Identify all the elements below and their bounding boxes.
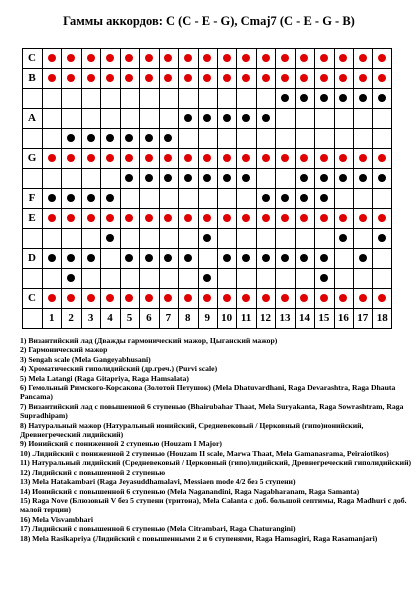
- grid-column-line: [159, 48, 160, 328]
- scale-tone-dot: [145, 134, 153, 142]
- grid-row-line: [22, 248, 392, 249]
- chord-tone-dot: [67, 214, 75, 222]
- chord-tone-dot: [203, 74, 211, 82]
- scale-tone-dot: [203, 174, 211, 182]
- scale-tone-dot: [320, 194, 328, 202]
- scale-tone-dot: [87, 134, 95, 142]
- grid-row-line: [22, 48, 392, 49]
- chord-tone-dot: [48, 214, 56, 222]
- column-number: 3: [87, 312, 94, 324]
- column-number: 13: [279, 312, 291, 324]
- chord-tone-dot: [203, 154, 211, 162]
- scale-tone-dot: [339, 94, 347, 102]
- scale-tone-dot: [242, 254, 250, 262]
- scale-tone-dot: [300, 174, 308, 182]
- chord-tone-dot: [125, 154, 133, 162]
- column-number: 4: [107, 312, 113, 324]
- chord-tone-dot: [242, 214, 250, 222]
- scale-tone-dot: [223, 254, 231, 262]
- chord-tone-dot: [378, 54, 386, 62]
- note-label: G: [27, 152, 37, 164]
- scale-tone-dot: [87, 194, 95, 202]
- chord-tone-dot: [339, 74, 347, 82]
- chord-tone-dot: [67, 74, 75, 82]
- chord-tone-dot: [164, 74, 172, 82]
- grid-column-line: [334, 48, 335, 328]
- grid-column-line: [391, 48, 392, 328]
- chord-tone-dot: [145, 294, 153, 302]
- chord-tone-dot: [203, 54, 211, 62]
- chord-tone-dot: [223, 54, 231, 62]
- note-label: B: [28, 72, 36, 84]
- grid-row-line: [22, 148, 392, 149]
- note-label: F: [28, 192, 36, 204]
- scale-tone-dot: [320, 274, 328, 282]
- chord-tone-dot: [359, 54, 367, 62]
- grid-column-line: [236, 48, 237, 328]
- chord-tone-dot: [378, 154, 386, 162]
- chord-tone-dot: [125, 294, 133, 302]
- chord-tone-dot: [145, 214, 153, 222]
- scale-tone-dot: [67, 274, 75, 282]
- chord-tone-dot: [300, 74, 308, 82]
- legend-item: 3) Sengah scale (Mela Gangeyabhusani): [20, 354, 151, 364]
- scale-tone-dot: [300, 194, 308, 202]
- scale-tone-dot: [339, 234, 347, 242]
- column-number: 10: [221, 312, 233, 324]
- column-number: 12: [260, 312, 272, 324]
- scale-tone-dot: [359, 254, 367, 262]
- column-number: 6: [146, 312, 152, 324]
- chord-tone-dot: [262, 54, 270, 62]
- chord-tone-dot: [184, 54, 192, 62]
- column-number: 11: [240, 312, 252, 324]
- scale-tone-dot: [378, 174, 386, 182]
- scale-tone-dot: [145, 254, 153, 262]
- chord-tone-dot: [378, 294, 386, 302]
- chord-tone-dot: [262, 294, 270, 302]
- scale-tone-dot: [125, 134, 133, 142]
- chord-tone-dot: [125, 214, 133, 222]
- column-number: 18: [376, 312, 388, 324]
- chord-tone-dot: [320, 54, 328, 62]
- scale-tone-dot: [164, 254, 172, 262]
- legend-item: 4) Хроматический гиполидийский (др.греч.) (Purvi scale): [20, 364, 218, 374]
- chord-tone-dot: [320, 74, 328, 82]
- chord-tone-dot: [184, 154, 192, 162]
- chord-tone-dot: [320, 294, 328, 302]
- legend-item: 18) Mela Rasikapriya (Лидийский с повышенными 2 и 6 ступенями, Raga Hamsagiri, Raga Rasamanjari): [20, 533, 378, 543]
- chord-tone-dot: [223, 294, 231, 302]
- scale-tone-dot: [164, 134, 172, 142]
- note-label: D: [28, 252, 36, 264]
- legend-item: 10) .Лидийский с пониженной 2 ступенью (Houzam II scale, Marwa Thaat, Mela Gamanasrama, Peiraiotikos): [20, 448, 389, 458]
- page-title: Гаммы аккордов: C (C - E - G), Cmaj7 (C - E - G - B): [63, 14, 355, 28]
- scale-tone-dot: [378, 234, 386, 242]
- scale-tone-dot: [184, 254, 192, 262]
- scale-tone-dot: [281, 254, 289, 262]
- grid-column-line: [198, 48, 199, 328]
- chord-tone-dot: [67, 294, 75, 302]
- grid-row-line: [22, 108, 392, 109]
- scale-tone-dot: [67, 254, 75, 262]
- chord-tone-dot: [281, 294, 289, 302]
- grid-row-line: [22, 268, 392, 269]
- chord-tone-dot: [223, 214, 231, 222]
- column-number: 5: [126, 312, 133, 324]
- chord-tone-dot: [106, 54, 114, 62]
- grid-column-line: [314, 48, 315, 328]
- grid-column-line: [100, 48, 101, 328]
- scale-tone-dot: [203, 274, 211, 282]
- grid-column-line: [256, 48, 257, 328]
- grid-row-line: [22, 128, 392, 129]
- scale-tone-dot: [48, 194, 56, 202]
- scale-tone-dot: [184, 174, 192, 182]
- scale-tone-dot: [67, 194, 75, 202]
- chord-tone-dot: [339, 54, 347, 62]
- scale-tone-dot: [262, 114, 270, 122]
- legend-item: 14) Ионийский с повышенной 6 ступенью (Mela Naganandini, Raga Nagabharanam, Raga Samanta): [20, 486, 360, 496]
- scale-tone-dot: [300, 254, 308, 262]
- scale-tone-dot: [378, 94, 386, 102]
- grid-row-line: [22, 88, 392, 89]
- column-number: 15: [318, 312, 330, 324]
- chord-tone-dot: [164, 214, 172, 222]
- scale-tone-dot: [164, 174, 172, 182]
- chord-tone-dot: [87, 54, 95, 62]
- grid-column-line: [139, 48, 140, 328]
- column-number: 17: [357, 312, 369, 324]
- grid-row-line: [22, 168, 392, 169]
- chord-tone-dot: [203, 214, 211, 222]
- chord-tone-dot: [87, 294, 95, 302]
- chord-tone-dot: [378, 74, 386, 82]
- chord-tone-dot: [281, 214, 289, 222]
- chord-tone-dot: [242, 154, 250, 162]
- grid-row-line: [22, 228, 392, 229]
- chord-tone-dot: [145, 154, 153, 162]
- chord-tone-dot: [164, 54, 172, 62]
- grid-column-line: [61, 48, 62, 328]
- scale-tone-dot: [106, 194, 114, 202]
- chord-tone-dot: [281, 74, 289, 82]
- grid-column-line: [217, 48, 218, 328]
- legend-item: 13) Mela Hatakambari (Raga Jeyasuddhamalavi, Messiaen mode 4/2 без 5 ступени): [20, 477, 296, 487]
- chord-tone-dot: [203, 294, 211, 302]
- scale-tone-dot: [223, 114, 231, 122]
- legend-item: 15) Raga Nove (Блюзовый V без 5 ступени (тритона), Mela Calanta с доб. большой септимы, Raga Madhuri с доб. малой терции): [20, 495, 407, 515]
- legend-item: 16) Mela Visvambhari: [20, 514, 94, 524]
- chord-tone-dot: [281, 154, 289, 162]
- chord-tone-dot: [242, 54, 250, 62]
- chord-tone-dot: [48, 54, 56, 62]
- chord-tone-dot: [339, 214, 347, 222]
- legend-item: 11) Натуральный лидийский (Средневековый / Церковный (гипо)лидийский, Древнегреческий гиполидийский): [20, 458, 412, 468]
- scale-tone-dot: [145, 174, 153, 182]
- chord-tone-dot: [48, 154, 56, 162]
- column-number: 14: [298, 312, 310, 324]
- chord-tone-dot: [359, 154, 367, 162]
- chord-tone-dot: [125, 74, 133, 82]
- chord-tone-dot: [164, 154, 172, 162]
- legend-item: 8) Натуральный мажор (Натуральный ионийский, Средневековый / Церковный (гипо)ионийский, Древнегреческий лидийский): [20, 420, 364, 440]
- scale-tone-dot: [106, 134, 114, 142]
- chord-tone-dot: [242, 294, 250, 302]
- grid-row-line: [22, 208, 392, 209]
- scale-tone-dot: [300, 94, 308, 102]
- grid-row-line: [22, 68, 392, 69]
- scale-tone-dot: [48, 254, 56, 262]
- chord-tone-dot: [145, 54, 153, 62]
- chord-tone-dot: [281, 54, 289, 62]
- chord-tone-dot: [184, 74, 192, 82]
- column-number: 1: [48, 312, 55, 324]
- chord-tone-dot: [145, 74, 153, 82]
- legend-item: 12) Лидийский с повышенной 2 ступенью: [20, 467, 166, 477]
- scale-tone-dot: [281, 94, 289, 102]
- column-number: 2: [68, 312, 74, 324]
- grid-row-line: [22, 328, 392, 329]
- scale-tone-dot: [320, 94, 328, 102]
- chord-tone-dot: [300, 294, 308, 302]
- grid-row-line: [22, 288, 392, 289]
- chord-tone-dot: [262, 74, 270, 82]
- scale-tone-dot: [262, 194, 270, 202]
- chord-tone-dot: [106, 214, 114, 222]
- scale-tone-dot: [359, 174, 367, 182]
- column-number: 16: [337, 312, 349, 324]
- scale-legend: [20, 336, 412, 543]
- scale-grid: [22, 48, 392, 328]
- chord-tone-dot: [339, 294, 347, 302]
- note-label: C: [28, 52, 36, 64]
- scale-tone-dot: [242, 114, 250, 122]
- legend-item: 7) Византийский лад с повышенной 6 ступенью (Bhairubahar Thaat, Mela Suryakanta, Raga Sowrashtram, Raga Supradhipam): [20, 401, 404, 421]
- chord-tone-dot: [87, 214, 95, 222]
- chord-tone-dot: [242, 74, 250, 82]
- chord-tone-dot: [67, 54, 75, 62]
- chord-tone-dot: [359, 74, 367, 82]
- chord-tone-dot: [48, 294, 56, 302]
- chord-tone-dot: [164, 294, 172, 302]
- scale-tone-dot: [125, 174, 133, 182]
- grid-column-line: [81, 48, 82, 328]
- column-number: 8: [185, 312, 191, 324]
- legend-item: 6) Гемольный Римского-Корсакова (Золотой Петушок) (Mela Dhatuvardhani, Raga Devarashtra, Raga Dhauta Pancama): [20, 383, 396, 402]
- chord-tone-dot: [223, 154, 231, 162]
- scale-tone-dot: [203, 234, 211, 242]
- scale-tone-dot: [184, 114, 192, 122]
- chord-tone-dot: [106, 154, 114, 162]
- column-number: 7: [165, 312, 172, 324]
- scale-tone-dot: [281, 194, 289, 202]
- legend-item: 9) Ионийский с пониженной 2 ступенью (Houzam I Major): [20, 439, 222, 449]
- scale-tone-dot: [359, 94, 367, 102]
- grid-column-line: [372, 48, 373, 328]
- chord-tone-dot: [320, 214, 328, 222]
- column-number: 9: [204, 312, 210, 324]
- chord-tone-dot: [106, 294, 114, 302]
- chord-tone-dot: [184, 294, 192, 302]
- scale-tone-dot: [67, 134, 75, 142]
- scale-tone-dot: [106, 234, 114, 242]
- scale-tone-dot: [87, 254, 95, 262]
- grid-column-line: [120, 48, 121, 328]
- chord-tone-dot: [300, 154, 308, 162]
- grid-column-line: [22, 48, 23, 328]
- note-label: C: [28, 292, 36, 304]
- scale-tone-dot: [320, 174, 328, 182]
- grid-column-line: [275, 48, 276, 328]
- grid-column-line: [42, 48, 43, 328]
- scale-tone-dot: [242, 174, 250, 182]
- chord-tone-dot: [320, 154, 328, 162]
- chord-tone-dot: [378, 214, 386, 222]
- scale-tone-dot: [125, 254, 133, 262]
- legend-item: 1) Византийский лад (Дважды гармонический мажор, Цыганский мажор): [20, 336, 278, 345]
- scale-tone-dot: [262, 254, 270, 262]
- chord-tone-dot: [339, 154, 347, 162]
- chord-tone-dot: [106, 74, 114, 82]
- scale-tone-dot: [223, 174, 231, 182]
- scale-tone-dot: [203, 114, 211, 122]
- grid-row-line: [22, 188, 392, 189]
- note-label: E: [28, 212, 36, 224]
- scale-tone-dot: [339, 174, 347, 182]
- grid-column-line: [353, 48, 354, 328]
- chord-tone-dot: [184, 214, 192, 222]
- grid-column-line: [295, 48, 296, 328]
- legend-item: 2) Гармонический мажор: [20, 345, 108, 355]
- scale-tone-dot: [320, 254, 328, 262]
- chord-tone-dot: [67, 154, 75, 162]
- chord-tone-dot: [125, 54, 133, 62]
- legend-item: 17) Лидийский с повышенной 6 ступенью (Mela Citrambari, Raga Chaturangini): [20, 524, 296, 534]
- chord-tone-dot: [262, 154, 270, 162]
- chord-tone-dot: [300, 214, 308, 222]
- chord-tone-dot: [359, 214, 367, 222]
- legend-item: 5) Mela Latangi (Raga Gitapriya, Raga Hamsalata): [20, 373, 189, 383]
- chord-tone-dot: [262, 214, 270, 222]
- chord-tone-dot: [48, 74, 56, 82]
- chord-tone-dot: [300, 54, 308, 62]
- grid-column-line: [178, 48, 179, 328]
- chord-tone-dot: [359, 294, 367, 302]
- chord-tone-dot: [223, 74, 231, 82]
- chord-tone-dot: [87, 154, 95, 162]
- chord-tone-dot: [87, 74, 95, 82]
- note-label: A: [28, 112, 36, 124]
